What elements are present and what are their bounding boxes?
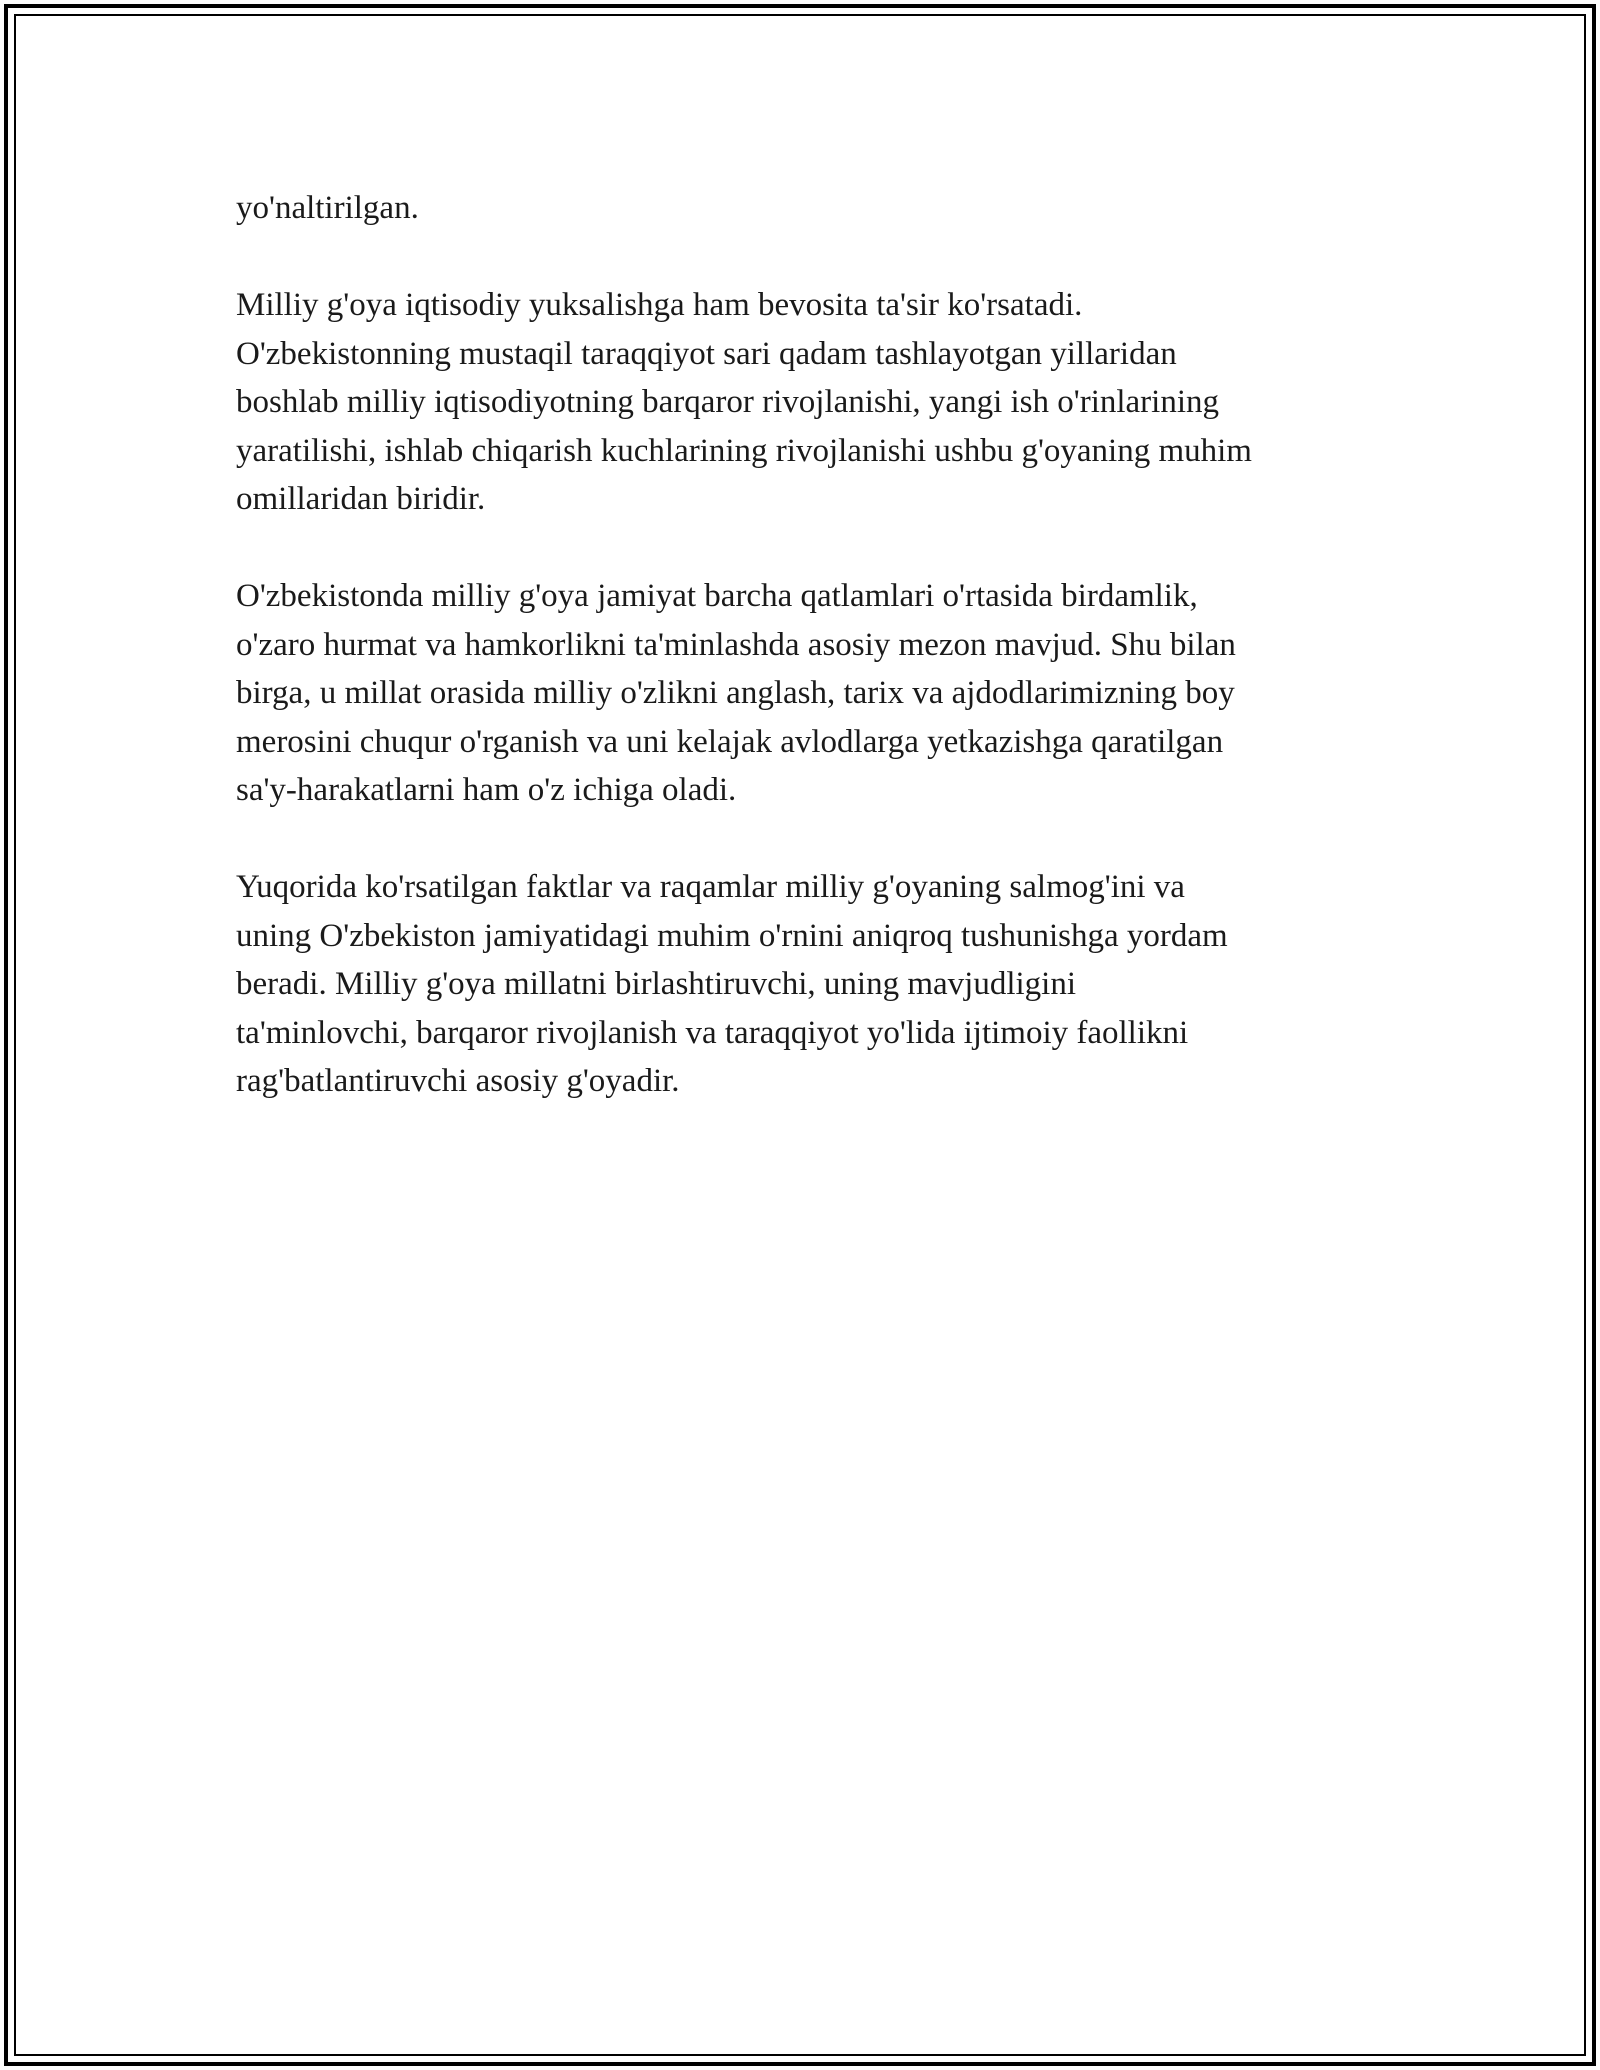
- document-body: [236, 184, 1396, 1154]
- paragraph-conclusion: Yuqorida ko'rsatilgan faktlar va raqamlar milliy g'oyaning salmog'ini va uning O'zbekiston jamiyatidagi muhim o'rnini aniqroq tushunishga yordam beradi. Milliy g'oya millatni birlashtiruvchi, uning mavjudligini ta'minlovchi, barqaror rivojlanish va taraqqiyot yo'lida ijtimoiy faollikni rag'batlantiruvchi asosiy g'oyadir.: [236, 869, 1228, 1099]
- paragraph-social-unity: O'zbekistonda milliy g'oya jamiyat barcha qatlamlari o'rtasida birdamlik, o'zaro hurmat va hamkorlikni ta'minlashda asosiy mezon mavjud. Shu bilan birga, u millat orasida milliy o'zlikni anglash, tarix va ajdodlarimizning boy merosini chuqur o'rganish va uni kelajak avlodlarga yetkazishga qaratilgan sa'y-harakatlarni ham o'z ichiga oladi.: [236, 578, 1236, 808]
- paragraph-economic-growth: Milliy g'oya iqtisodiy yuksalishga ham bevosita ta'sir ko'rsatadi. O'zbekistonning mustaqil taraqqiyot sari qadam tashlayotgan yillaridan boshlab milliy iqtisodiyotning barqaror rivojlanishi, yangi ish o'rinlarining yaratilishi, ishlab chiqarish kuchlarining rivojlanishi ushbu g'oyaning muhim omillaridan biridir.: [236, 287, 1252, 517]
- paragraph-continuation: yo'naltirilgan.: [236, 190, 419, 226]
